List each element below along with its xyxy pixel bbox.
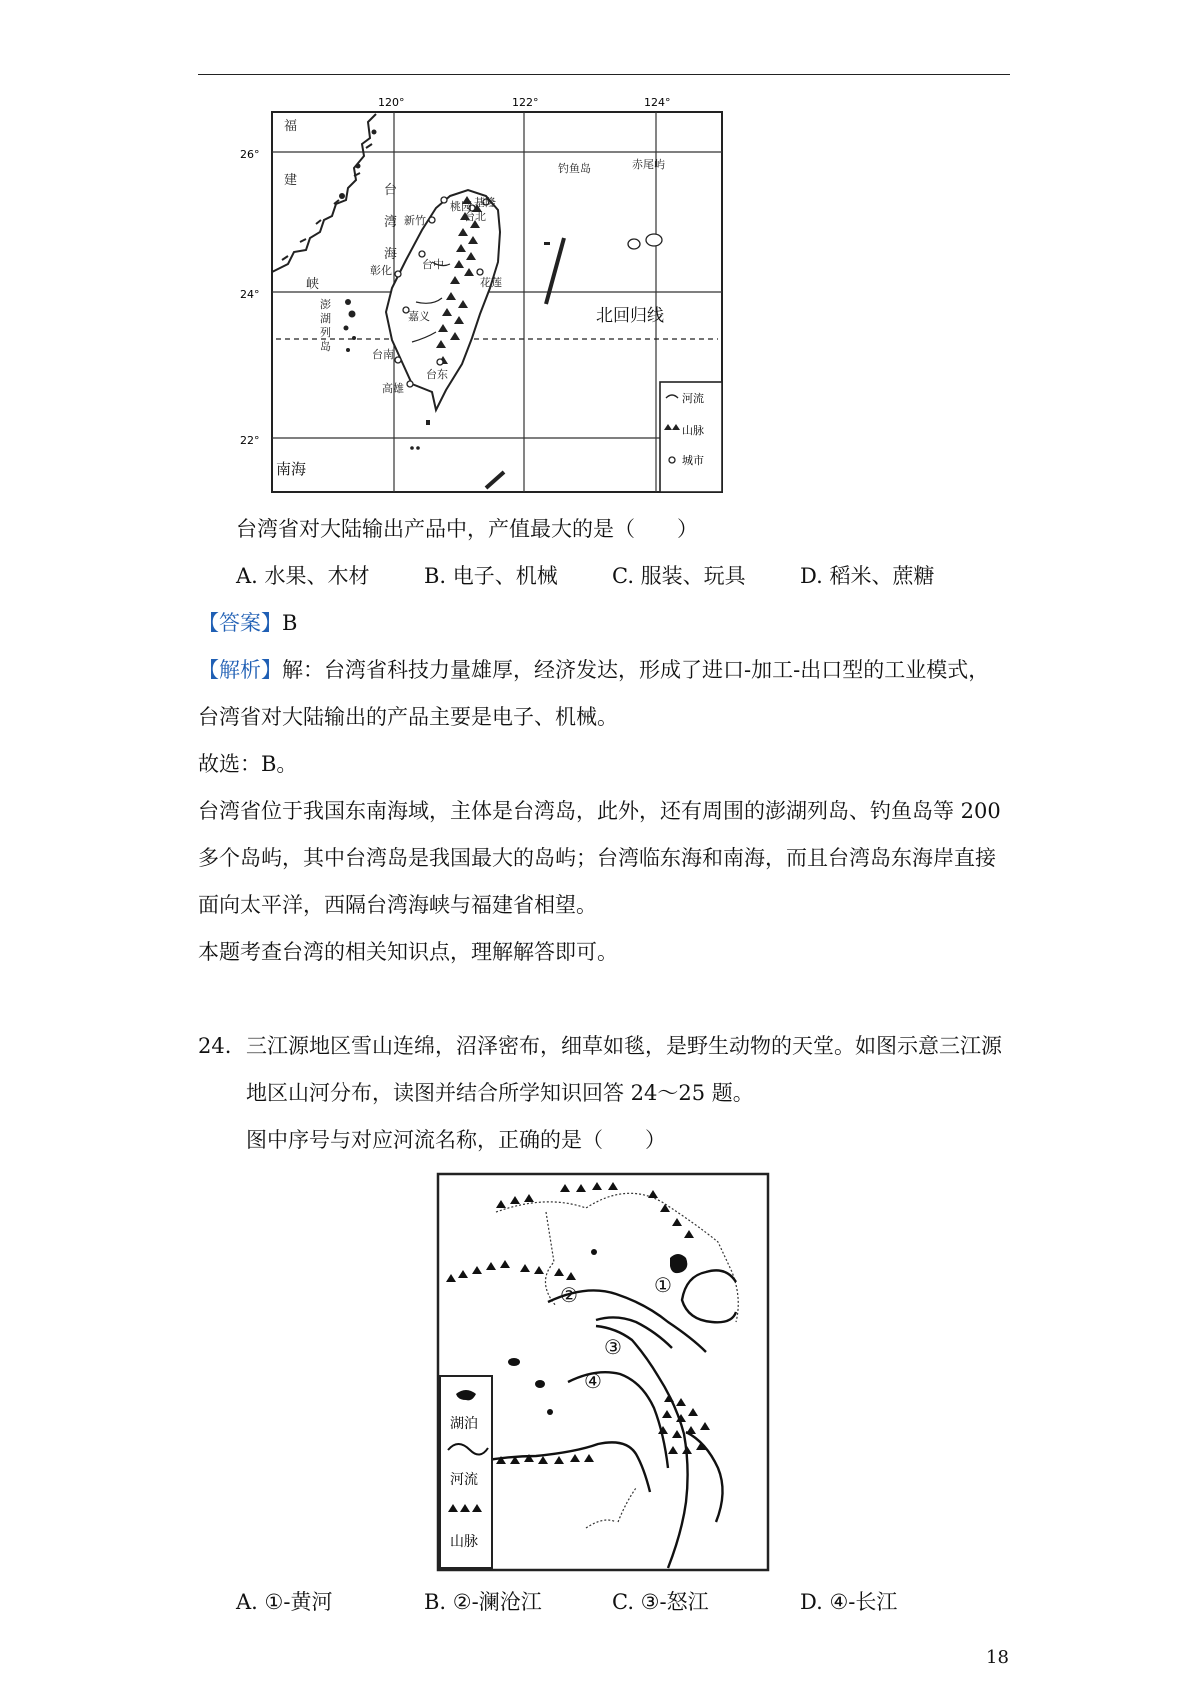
question-24-stem: 图中序号与对应河流名称，正确的是（ ） xyxy=(246,1128,666,1152)
map1-legend xyxy=(660,382,722,492)
analysis-line: 台湾省对大陆输出的产品主要是电子、机械。 xyxy=(198,705,618,729)
analysis-label: 【解析】 xyxy=(198,658,282,682)
taiwan-map xyxy=(236,92,736,502)
map-label-diaoyu: 钓鱼岛 xyxy=(558,162,591,175)
option-b: B. ②-澜沧江 xyxy=(424,1590,542,1614)
map-label-city: 台中 xyxy=(422,258,444,271)
legend-city-label: 城市 xyxy=(682,454,704,467)
map-label-city: 台北 xyxy=(464,210,486,223)
map-label-penghu: 湖 xyxy=(320,312,331,325)
map-label-penghu: 澎 xyxy=(320,298,331,311)
answer-value: B xyxy=(282,611,298,635)
lat-label: 22° xyxy=(240,434,260,447)
lon-label: 120° xyxy=(378,96,405,109)
legend-river-label: 河流 xyxy=(450,1472,478,1488)
question-24-number: 24. xyxy=(198,1034,232,1058)
map-label-city: 台南 xyxy=(372,348,394,361)
answer-label: 【答案】 xyxy=(198,611,282,635)
penghu-islands xyxy=(344,299,357,352)
analysis-text: 解：台湾省科技力量雄厚，经济发达，形成了进口-加工-出口型的工业模式， xyxy=(282,658,990,682)
analysis-line: 多个岛屿，其中台湾岛是我国最大的岛屿；台湾临东海和南海，而且台湾岛东海岸直接 xyxy=(198,846,996,870)
answer-line xyxy=(198,609,297,637)
question-23-stem: 台湾省对大陆输出产品中，产值最大的是（ ） xyxy=(236,517,698,541)
analysis-line: 本题考查台湾的相关知识点，理解解答即可。 xyxy=(198,940,618,964)
legend-lake-label: 湖泊 xyxy=(450,1416,478,1432)
map-label-nanhai: 南海 xyxy=(276,460,307,478)
map-label-fujian: 福 xyxy=(284,119,298,134)
analysis-line: 面向太平洋，西隔台湾海峡与福建省相望。 xyxy=(198,893,597,917)
header-rule xyxy=(198,74,1010,75)
question-24-line: 三江源地区雪山连绵，沼泽密布，细草如毯，是野生动物的天堂。如图示意三江源 xyxy=(246,1034,1002,1058)
river-marker-1: ① xyxy=(654,1273,672,1297)
map-label-chiwei: 赤尾屿 xyxy=(632,158,665,171)
map-label-city: 桃园 xyxy=(450,200,472,213)
river-marker-4: ④ xyxy=(584,1369,602,1393)
map-label-city: 花莲 xyxy=(480,276,502,289)
map2-legend xyxy=(440,1376,492,1568)
map-label-city: 彰化 xyxy=(370,264,392,277)
river-marker-2: ② xyxy=(560,1283,578,1307)
map-label-strait: 湾 xyxy=(384,215,398,230)
map-label-city: 高雄 xyxy=(382,382,404,395)
analysis-line: 台湾省位于我国东南海域，主体是台湾岛，此外，还有周围的澎湖列岛、钓鱼岛等 200 xyxy=(198,799,1001,823)
sanjiangyuan-map xyxy=(436,1172,772,1574)
question-24-line: 地区山河分布，读图并结合所学知识回答 24～25 题。 xyxy=(246,1081,754,1105)
map-label-strait: 台 xyxy=(384,183,398,198)
map-label-fujian: 建 xyxy=(284,173,298,188)
map-label-city: 基隆 xyxy=(474,196,496,209)
map-label-city: 嘉义 xyxy=(408,310,430,323)
river-marker-3: ③ xyxy=(604,1335,622,1359)
option-c: C. 服装、玩具 xyxy=(612,564,746,588)
lat-label: 24° xyxy=(240,288,260,301)
option-c: C. ③-怒江 xyxy=(612,1590,709,1614)
legend-mountain-label: 山脉 xyxy=(450,1534,478,1550)
legend-mountain-label: 山脉 xyxy=(682,424,704,437)
page-number: 18 xyxy=(986,1647,1009,1668)
map-label-penghu: 岛 xyxy=(320,340,331,353)
analysis-line xyxy=(198,656,989,684)
lon-label: 122° xyxy=(512,96,539,109)
map-label-penghu: 列 xyxy=(320,326,331,339)
map-label-city: 新竹 xyxy=(404,214,426,227)
option-a: A. ①-黄河 xyxy=(236,1590,333,1614)
map-label-strait: 峡 xyxy=(306,277,320,292)
map-label-strait: 海 xyxy=(384,247,398,262)
option-a: A. 水果、木材 xyxy=(236,564,370,588)
map-label-tropic: 北回归线 xyxy=(596,306,664,326)
lon-label: 124° xyxy=(644,96,671,109)
option-d: D. ④-长江 xyxy=(800,1590,898,1614)
option-d: D. 稻米、蔗糖 xyxy=(800,564,935,588)
option-b: B. 电子、机械 xyxy=(424,564,558,588)
map-label-city: 台东 xyxy=(426,368,448,381)
legend-river-label: 河流 xyxy=(682,392,704,405)
lat-label: 26° xyxy=(240,148,260,161)
analysis-line: 故选：B。 xyxy=(198,752,298,776)
